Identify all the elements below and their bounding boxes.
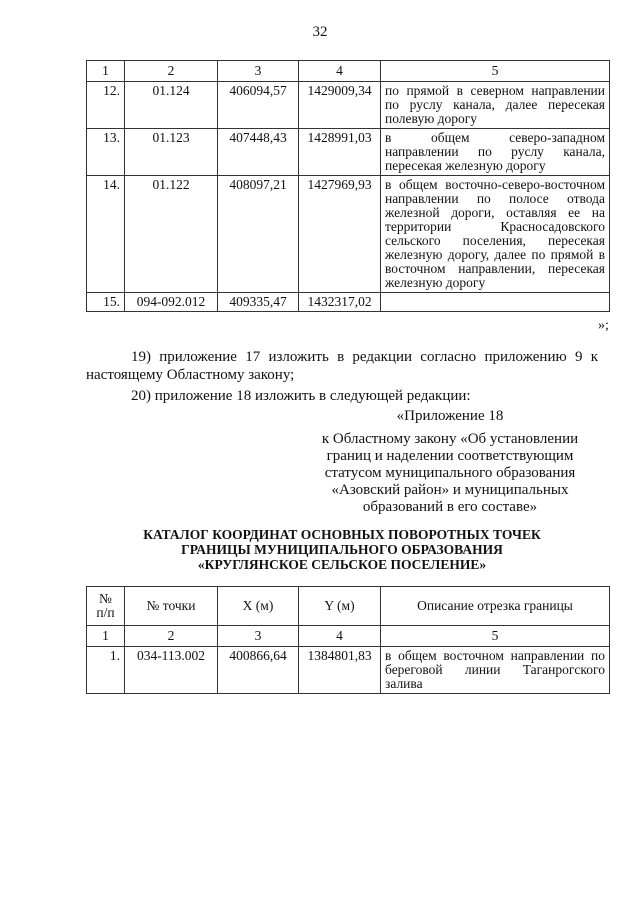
page-number: 32 — [312, 24, 328, 40]
appendix-line: статусом муниципального образования — [324, 465, 576, 481]
caption-x: Х (м) — [218, 587, 299, 626]
point-number: 01.122 — [125, 176, 218, 293]
segment-description — [381, 293, 610, 312]
point-number: 01.124 — [125, 82, 218, 129]
table-row — [87, 293, 610, 312]
appendix-line: к Областному закону «Об установлении — [321, 431, 579, 447]
y-coordinate: 1432317,02 — [299, 293, 381, 312]
point-number: 094-092.012 — [125, 293, 218, 312]
header-cell: 4 — [299, 61, 381, 82]
row-number: 1. — [87, 647, 125, 694]
x-coordinate: 400866,64 — [218, 647, 299, 694]
caption-row-number — [87, 587, 125, 626]
table-caption-row — [87, 587, 610, 626]
table-row — [87, 647, 610, 694]
caption-point-number: № точки — [125, 587, 218, 626]
row-number: 14. — [87, 176, 125, 293]
header-cell: 3 — [218, 61, 299, 82]
header-cell: 4 — [299, 626, 381, 647]
caption-no-sign: № — [99, 591, 112, 606]
appendix-title: «Приложение 18 — [396, 408, 504, 424]
caption-description: Описание отрезка границы — [381, 587, 610, 626]
segment-description: в общем восточно-северо-восточном направлении по полосе отвода железной дороги, оставляя ее на территории Красносадовского сельского поселения, пересекая железную дорогу, далее по прямой в восточном направлении, пересекая железную дорогу — [381, 176, 610, 293]
y-coordinate: 1384801,83 — [299, 647, 381, 694]
header-cell: 3 — [218, 626, 299, 647]
x-coordinate: 406094,57 — [218, 82, 299, 129]
paragraph-20: 20) приложение 18 изложить в следующей редакции: — [131, 388, 471, 404]
x-coordinate: 407448,43 — [218, 129, 299, 176]
table-header-row — [87, 626, 610, 647]
appendix-line: «Азовский район» и муниципальных — [331, 482, 569, 498]
caption-pp: п/п — [96, 605, 115, 620]
paragraph-19: 19) приложение 17 изложить в редакции согласно приложению 9 к настоящему Областному закону; — [86, 349, 598, 383]
coordinates-table-continued — [86, 60, 610, 312]
segment-description: в общем северо-западном направлении по руслу канала, пересекая железную дорогу — [381, 129, 610, 176]
table-header-row — [87, 61, 610, 82]
table-row — [87, 129, 610, 176]
catalog-title-line: КАТАЛОГ КООРДИНАТ ОСНОВНЫХ ПОВОРОТНЫХ ТОЧЕК — [143, 527, 541, 542]
quote-close-mark: »; — [598, 318, 609, 333]
coordinates-table — [86, 586, 610, 694]
x-coordinate: 409335,47 — [218, 293, 299, 312]
point-number: 01.123 — [125, 129, 218, 176]
header-cell: 2 — [125, 61, 218, 82]
catalog-title-line: «КРУГЛЯНСКОЕ СЕЛЬСКОЕ ПОСЕЛЕНИЕ» — [197, 557, 487, 572]
header-cell: 5 — [381, 61, 610, 82]
table-row — [87, 82, 610, 129]
header-cell: 5 — [381, 626, 610, 647]
table-row — [87, 176, 610, 293]
appendix-line: образований в его составе» — [362, 499, 538, 515]
segment-description: в общем восточном направлении по береговой линии Таганрогского залива — [381, 647, 610, 694]
segment-description: по прямой в северном направлении по руслу канала, далее пересекая полевую дорогу — [381, 82, 610, 129]
catalog-title-line: ГРАНИЦЫ МУНИЦИПАЛЬНОГО ОБРАЗОВАНИЯ — [181, 542, 503, 557]
x-coordinate: 408097,21 — [218, 176, 299, 293]
header-cell: 1 — [87, 626, 125, 647]
header-cell: 1 — [87, 61, 125, 82]
y-coordinate: 1427969,93 — [299, 176, 381, 293]
header-cell: 2 — [125, 626, 218, 647]
row-number: 15. — [87, 293, 125, 312]
caption-y: Y (м) — [299, 587, 381, 626]
row-number: 12. — [87, 82, 125, 129]
point-number: 034-113.002 — [125, 647, 218, 694]
y-coordinate: 1428991,03 — [299, 129, 381, 176]
row-number: 13. — [87, 129, 125, 176]
catalog-title — [86, 527, 598, 572]
appendix-line: границ и наделении соответствующим — [326, 448, 574, 464]
y-coordinate: 1429009,34 — [299, 82, 381, 129]
